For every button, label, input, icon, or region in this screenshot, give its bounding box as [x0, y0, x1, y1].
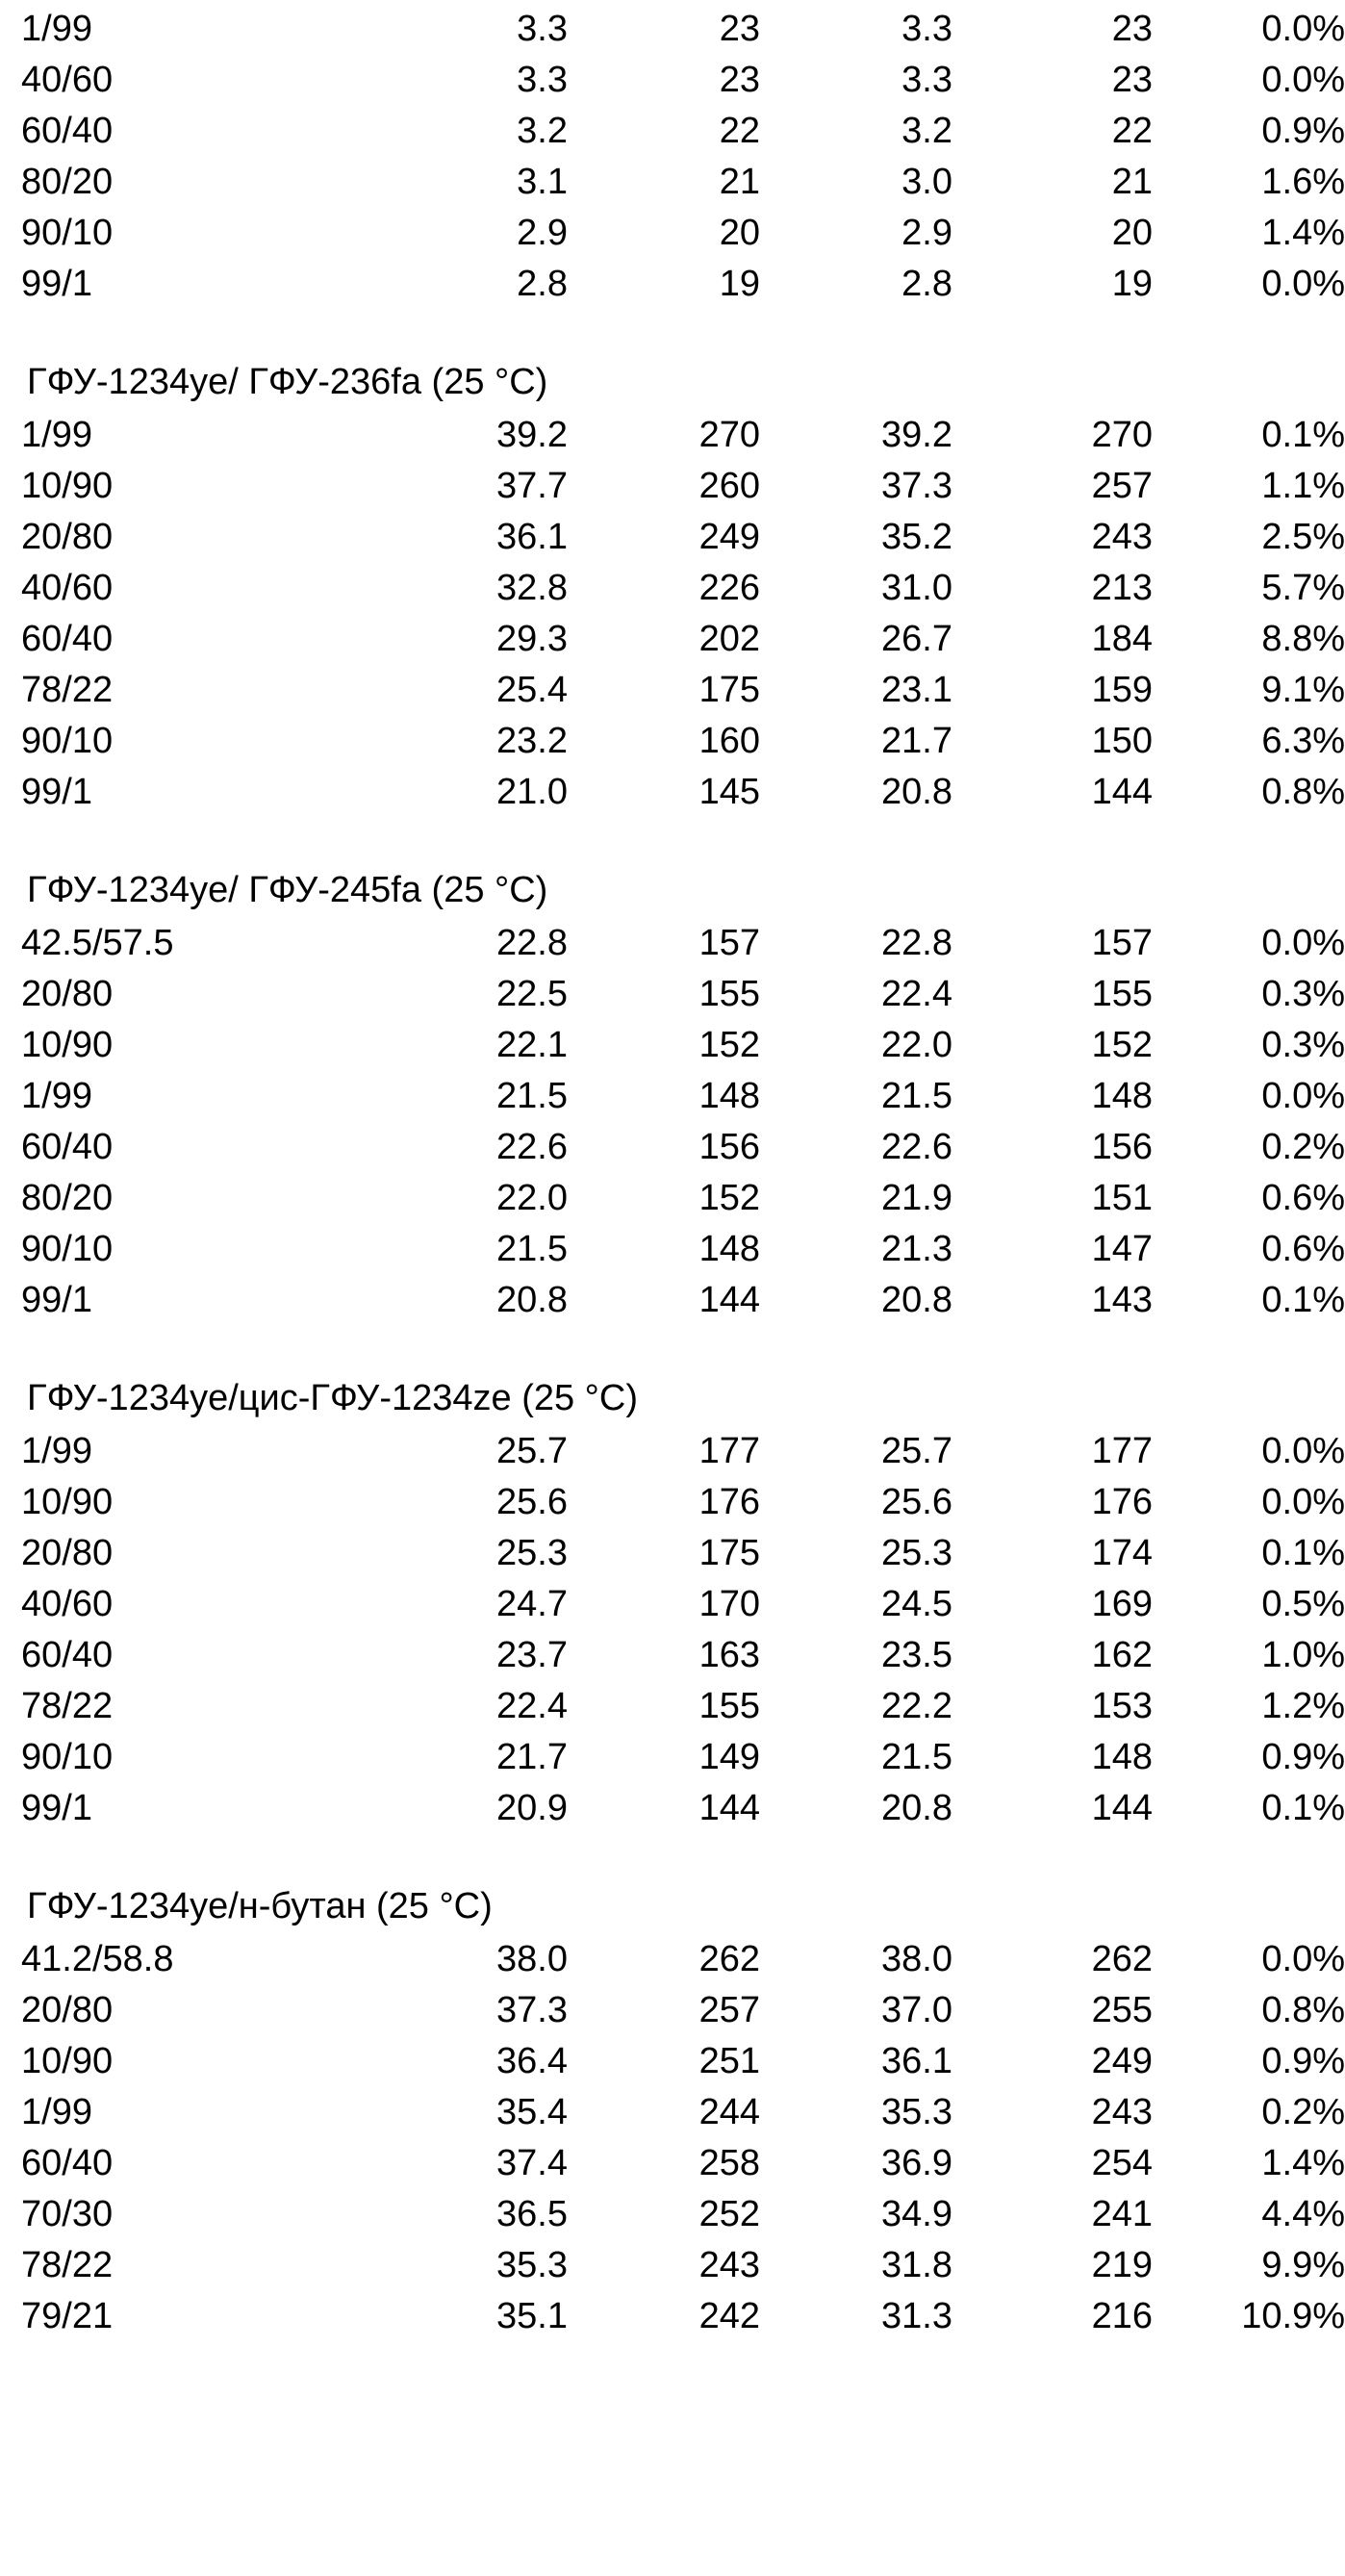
dew-pressure-psia: 36.9 [881, 2143, 952, 2183]
table-row [21, 2189, 1345, 2240]
block-heading-row [21, 862, 1345, 918]
dew-pressure-kpa: 23 [1111, 60, 1153, 100]
bubble-pressure-psia: 20.9 [496, 1788, 568, 1828]
glide-percent: 0.0% [1261, 1076, 1345, 1116]
bubble-pressure-kpa: 160 [698, 721, 760, 761]
table-row [21, 55, 1345, 106]
dew-pressure-psia: 37.0 [881, 1990, 952, 2030]
table-row [21, 1985, 1345, 2036]
bubble-pressure-psia: 20.8 [496, 1280, 568, 1320]
bubble-pressure-kpa: 249 [698, 517, 760, 557]
bubble-pressure-psia: 22.8 [496, 923, 568, 963]
bubble-pressure-psia: 39.2 [496, 415, 568, 455]
bubble-pressure-psia: 22.5 [496, 974, 568, 1014]
bubble-pressure-kpa: 244 [698, 2092, 760, 2132]
bubble-pressure-kpa: 157 [698, 923, 760, 963]
bubble-pressure-kpa: 23 [719, 60, 760, 100]
composition-ratio: 40/60 [21, 1584, 114, 1624]
glide-percent: 1.0% [1261, 1635, 1345, 1675]
table-row [21, 969, 1345, 1020]
table-row [21, 1732, 1345, 1783]
table-row [21, 4, 1345, 55]
dew-pressure-psia: 38.0 [881, 1939, 952, 1979]
glide-percent: 0.0% [1261, 264, 1345, 304]
bubble-pressure-kpa: 22 [719, 111, 760, 151]
spacer-cell [21, 310, 1345, 354]
block-spacer [21, 1326, 1345, 1370]
bubble-pressure-kpa: 251 [698, 2041, 760, 2081]
dew-pressure-kpa: 144 [1091, 772, 1153, 812]
bubble-pressure-psia: 22.1 [496, 1025, 568, 1065]
bubble-pressure-psia: 21.5 [496, 1229, 568, 1269]
composition-ratio: 42.5/57.5 [21, 923, 174, 963]
table-row [21, 1426, 1345, 1477]
table-row [21, 2138, 1345, 2189]
bubble-pressure-psia: 38.0 [496, 1939, 568, 1979]
table-row [21, 918, 1345, 969]
composition-ratio: 40/60 [21, 60, 114, 100]
bubble-pressure-kpa: 144 [698, 1280, 760, 1320]
glide-percent: 0.0% [1261, 9, 1345, 49]
table-row [21, 157, 1345, 208]
dew-pressure-kpa: 176 [1091, 1482, 1153, 1522]
dew-pressure-kpa: 150 [1091, 721, 1153, 761]
bubble-pressure-kpa: 144 [698, 1788, 760, 1828]
glide-percent: 5.7% [1261, 568, 1345, 608]
composition-ratio: 60/40 [21, 1635, 114, 1675]
bubble-pressure-psia: 23.2 [496, 721, 568, 761]
dew-pressure-psia: 3.2 [901, 111, 952, 151]
bubble-pressure-kpa: 270 [698, 415, 760, 455]
bubble-pressure-psia: 22.0 [496, 1178, 568, 1218]
glide-percent: 0.5% [1261, 1584, 1345, 1624]
block-heading: ГФУ-1234ye/ ГФУ-245fa (25 °C) [27, 870, 548, 910]
dew-pressure-kpa: 153 [1091, 1686, 1153, 1726]
bubble-pressure-kpa: 149 [698, 1737, 760, 1777]
composition-ratio: 80/20 [21, 1178, 114, 1218]
table-row [21, 461, 1345, 512]
dew-pressure-kpa: 169 [1091, 1584, 1153, 1624]
glide-percent: 0.0% [1261, 1431, 1345, 1471]
dew-pressure-psia: 22.8 [881, 923, 952, 963]
composition-ratio: 20/80 [21, 974, 114, 1014]
bubble-pressure-psia: 24.7 [496, 1584, 568, 1624]
composition-ratio: 78/22 [21, 2245, 114, 2285]
block-heading-row [21, 354, 1345, 410]
bubble-pressure-psia: 2.9 [517, 213, 568, 253]
composition-ratio: 1/99 [21, 1431, 92, 1471]
bubble-pressure-psia: 3.3 [517, 60, 568, 100]
block-heading: ГФУ-1234ye/ ГФУ-236fa (25 °C) [27, 362, 548, 402]
dew-pressure-kpa: 219 [1091, 2245, 1153, 2285]
glide-percent: 0.0% [1261, 1939, 1345, 1979]
dew-pressure-kpa: 156 [1091, 1127, 1153, 1167]
bubble-pressure-psia: 22.4 [496, 1686, 568, 1726]
glide-percent: 0.0% [1261, 1482, 1345, 1522]
bubble-pressure-kpa: 252 [698, 2194, 760, 2234]
dew-pressure-kpa: 152 [1091, 1025, 1153, 1065]
table-row [21, 106, 1345, 157]
dew-pressure-psia: 31.3 [881, 2296, 952, 2336]
composition-ratio: 60/40 [21, 2143, 114, 2183]
glide-percent: 0.2% [1261, 1127, 1345, 1167]
composition-ratio: 78/22 [21, 1686, 114, 1726]
dew-pressure-kpa: 243 [1091, 2092, 1153, 2132]
bubble-pressure-kpa: 152 [698, 1178, 760, 1218]
table-row [21, 410, 1345, 461]
glide-percent: 1.4% [1261, 213, 1345, 253]
composition-ratio: 1/99 [21, 1076, 92, 1116]
table-row [21, 1071, 1345, 1122]
dew-pressure-psia: 25.7 [881, 1431, 952, 1471]
table-row [21, 1579, 1345, 1630]
bubble-pressure-psia: 2.8 [517, 264, 568, 304]
table-row [21, 1275, 1345, 1326]
glide-percent: 0.9% [1261, 111, 1345, 151]
table-row [21, 2291, 1345, 2342]
bubble-pressure-kpa: 155 [698, 1686, 760, 1726]
bubble-pressure-kpa: 170 [698, 1584, 760, 1624]
glide-percent: 0.6% [1261, 1229, 1345, 1269]
dew-pressure-psia: 2.9 [901, 213, 952, 253]
dew-pressure-psia: 20.8 [881, 1280, 952, 1320]
bubble-pressure-psia: 25.4 [496, 670, 568, 710]
dew-pressure-kpa: 159 [1091, 670, 1153, 710]
dew-pressure-kpa: 243 [1091, 517, 1153, 557]
bubble-pressure-psia: 35.4 [496, 2092, 568, 2132]
table-row [21, 259, 1345, 310]
dew-pressure-psia: 22.4 [881, 974, 952, 1014]
bubble-pressure-kpa: 20 [719, 213, 760, 253]
composition-ratio: 20/80 [21, 1533, 114, 1573]
dew-pressure-kpa: 148 [1091, 1737, 1153, 1777]
bubble-pressure-psia: 37.7 [496, 466, 568, 506]
bubble-pressure-psia: 3.1 [517, 162, 568, 202]
dew-pressure-kpa: 184 [1091, 619, 1153, 659]
dew-pressure-psia: 22.0 [881, 1025, 952, 1065]
dew-pressure-kpa: 20 [1111, 213, 1153, 253]
dew-pressure-psia: 24.5 [881, 1584, 952, 1624]
table-row [21, 1122, 1345, 1173]
table-row [21, 563, 1345, 614]
glide-percent: 0.1% [1261, 1533, 1345, 1573]
dew-pressure-kpa: 262 [1091, 1939, 1153, 1979]
composition-ratio: 60/40 [21, 1127, 114, 1167]
bubble-pressure-psia: 3.3 [517, 9, 568, 49]
dew-pressure-kpa: 148 [1091, 1076, 1153, 1116]
bubble-pressure-kpa: 19 [719, 264, 760, 304]
dew-pressure-psia: 3.0 [901, 162, 952, 202]
glide-percent: 0.6% [1261, 1178, 1345, 1218]
spacer-cell [21, 1326, 1345, 1370]
table-row [21, 1783, 1345, 1834]
bubble-pressure-psia: 23.7 [496, 1635, 568, 1675]
table-row [21, 665, 1345, 716]
dew-pressure-kpa: 174 [1091, 1533, 1153, 1573]
dew-pressure-psia: 35.3 [881, 2092, 952, 2132]
composition-ratio: 60/40 [21, 619, 114, 659]
bubble-pressure-kpa: 176 [698, 1482, 760, 1522]
block-heading: ГФУ-1234ye/н-бутан (25 °C) [27, 1886, 493, 1926]
dew-pressure-psia: 31.8 [881, 2245, 952, 2285]
block-heading-row [21, 1878, 1345, 1934]
block-heading: ГФУ-1234ye/цис-ГФУ-1234ze (25 °C) [27, 1378, 638, 1418]
table-row [21, 716, 1345, 767]
dew-pressure-psia: 23.5 [881, 1635, 952, 1675]
glide-percent: 1.6% [1261, 162, 1345, 202]
composition-ratio: 99/1 [21, 1788, 92, 1828]
dew-pressure-psia: 21.5 [881, 1076, 952, 1116]
glide-percent: 1.1% [1261, 466, 1345, 506]
dew-pressure-psia: 37.3 [881, 466, 952, 506]
composition-ratio: 1/99 [21, 9, 92, 49]
spacer-cell [21, 818, 1345, 862]
dew-pressure-kpa: 144 [1091, 1788, 1153, 1828]
table-row [21, 1477, 1345, 1528]
dew-pressure-psia: 23.1 [881, 670, 952, 710]
bubble-pressure-kpa: 148 [698, 1229, 760, 1269]
block-spacer [21, 818, 1345, 862]
dew-pressure-kpa: 155 [1091, 974, 1153, 1014]
composition-ratio: 10/90 [21, 466, 114, 506]
glide-percent: 0.3% [1261, 1025, 1345, 1065]
dew-pressure-psia: 21.3 [881, 1229, 952, 1269]
dew-pressure-kpa: 157 [1091, 923, 1153, 963]
dew-pressure-psia: 25.3 [881, 1533, 952, 1573]
glide-percent: 0.2% [1261, 2092, 1345, 2132]
glide-percent: 4.4% [1261, 2194, 1345, 2234]
composition-ratio: 60/40 [21, 111, 114, 151]
composition-ratio: 80/20 [21, 162, 114, 202]
bubble-pressure-kpa: 257 [698, 1990, 760, 2030]
dew-pressure-psia: 20.8 [881, 1788, 952, 1828]
composition-ratio: 99/1 [21, 772, 92, 812]
composition-ratio: 90/10 [21, 1229, 114, 1269]
bubble-pressure-psia: 21.7 [496, 1737, 568, 1777]
composition-ratio: 99/1 [21, 1280, 92, 1320]
block-heading-row [21, 1370, 1345, 1426]
bubble-pressure-psia: 32.8 [496, 568, 568, 608]
dew-pressure-kpa: 270 [1091, 415, 1153, 455]
dew-pressure-psia: 22.2 [881, 1686, 952, 1726]
glide-percent: 9.9% [1261, 2245, 1345, 2285]
table-row [21, 1020, 1345, 1071]
dew-pressure-kpa: 143 [1091, 1280, 1153, 1320]
dew-pressure-kpa: 213 [1091, 568, 1153, 608]
dew-pressure-kpa: 241 [1091, 2194, 1153, 2234]
glide-percent: 8.8% [1261, 619, 1345, 659]
bubble-pressure-psia: 37.4 [496, 2143, 568, 2183]
dew-pressure-kpa: 255 [1091, 1990, 1153, 2030]
composition-ratio: 90/10 [21, 1737, 114, 1777]
table-row [21, 1630, 1345, 1681]
bubble-pressure-kpa: 226 [698, 568, 760, 608]
glide-percent: 0.0% [1261, 923, 1345, 963]
bubble-pressure-kpa: 175 [698, 670, 760, 710]
table-row [21, 512, 1345, 563]
dew-pressure-kpa: 19 [1111, 264, 1153, 304]
glide-percent: 0.1% [1261, 1280, 1345, 1320]
composition-ratio: 78/22 [21, 670, 114, 710]
composition-ratio: 20/80 [21, 517, 114, 557]
bubble-pressure-kpa: 148 [698, 1076, 760, 1116]
bubble-pressure-psia: 36.5 [496, 2194, 568, 2234]
bubble-pressure-kpa: 152 [698, 1025, 760, 1065]
bubble-pressure-kpa: 156 [698, 1127, 760, 1167]
table-row [21, 2240, 1345, 2291]
bubble-pressure-psia: 37.3 [496, 1990, 568, 2030]
bubble-pressure-psia: 25.6 [496, 1482, 568, 1522]
block-spacer [21, 1834, 1345, 1878]
bubble-pressure-kpa: 163 [698, 1635, 760, 1675]
bubble-pressure-psia: 22.6 [496, 1127, 568, 1167]
table-row [21, 2036, 1345, 2087]
composition-ratio: 99/1 [21, 264, 92, 304]
dew-pressure-psia: 26.7 [881, 619, 952, 659]
table-row [21, 767, 1345, 818]
dew-pressure-psia: 2.8 [901, 264, 952, 304]
bubble-pressure-kpa: 243 [698, 2245, 760, 2285]
composition-ratio: 10/90 [21, 1482, 114, 1522]
composition-ratio: 79/21 [21, 2296, 114, 2336]
bubble-pressure-psia: 3.2 [517, 111, 568, 151]
glide-percent: 1.4% [1261, 2143, 1345, 2183]
glide-percent: 6.3% [1261, 721, 1345, 761]
bubble-pressure-psia: 36.4 [496, 2041, 568, 2081]
table-row [21, 1934, 1345, 1985]
dew-pressure-kpa: 21 [1111, 162, 1153, 202]
bubble-pressure-kpa: 258 [698, 2143, 760, 2183]
dew-pressure-psia: 21.7 [881, 721, 952, 761]
composition-ratio: 1/99 [21, 2092, 92, 2132]
bubble-pressure-psia: 29.3 [496, 619, 568, 659]
table-body [21, 4, 1345, 2342]
dew-pressure-psia: 3.3 [901, 60, 952, 100]
glide-percent: 0.1% [1261, 415, 1345, 455]
glide-percent: 0.9% [1261, 1737, 1345, 1777]
bubble-pressure-kpa: 175 [698, 1533, 760, 1573]
dew-pressure-psia: 39.2 [881, 415, 952, 455]
glide-percent: 0.1% [1261, 1788, 1345, 1828]
block-spacer [21, 310, 1345, 354]
dew-pressure-kpa: 22 [1111, 111, 1153, 151]
glide-percent: 0.3% [1261, 974, 1345, 1014]
bubble-pressure-kpa: 177 [698, 1431, 760, 1471]
bubble-pressure-kpa: 21 [719, 162, 760, 202]
table-row [21, 208, 1345, 259]
bubble-pressure-kpa: 260 [698, 466, 760, 506]
composition-ratio: 90/10 [21, 721, 114, 761]
composition-ratio: 90/10 [21, 213, 114, 253]
dew-pressure-psia: 36.1 [881, 2041, 952, 2081]
glide-percent: 1.2% [1261, 1686, 1345, 1726]
dew-pressure-psia: 22.6 [881, 1127, 952, 1167]
dew-pressure-kpa: 162 [1091, 1635, 1153, 1675]
composition-ratio: 70/30 [21, 2194, 114, 2234]
bubble-pressure-psia: 36.1 [496, 517, 568, 557]
dew-pressure-kpa: 151 [1091, 1178, 1153, 1218]
dew-pressure-psia: 25.6 [881, 1482, 952, 1522]
bubble-pressure-kpa: 145 [698, 772, 760, 812]
bubble-pressure-kpa: 262 [698, 1939, 760, 1979]
glide-percent: 0.0% [1261, 60, 1345, 100]
dew-pressure-kpa: 257 [1091, 466, 1153, 506]
composition-ratio: 20/80 [21, 1990, 114, 2030]
bubble-pressure-kpa: 155 [698, 974, 760, 1014]
bubble-pressure-psia: 25.7 [496, 1431, 568, 1471]
dew-pressure-psia: 21.5 [881, 1737, 952, 1777]
bubble-pressure-kpa: 242 [698, 2296, 760, 2336]
dew-pressure-psia: 21.9 [881, 1178, 952, 1218]
glide-percent: 0.9% [1261, 2041, 1345, 2081]
composition-ratio: 40/60 [21, 568, 114, 608]
composition-data-table [21, 4, 1345, 2342]
table-row [21, 614, 1345, 665]
glide-percent: 10.9% [1241, 2296, 1345, 2336]
dew-pressure-kpa: 254 [1091, 2143, 1153, 2183]
bubble-pressure-psia: 25.3 [496, 1533, 568, 1573]
dew-pressure-psia: 3.3 [901, 9, 952, 49]
composition-ratio: 10/90 [21, 1025, 114, 1065]
dew-pressure-psia: 35.2 [881, 517, 952, 557]
bubble-pressure-psia: 21.5 [496, 1076, 568, 1116]
dew-pressure-psia: 31.0 [881, 568, 952, 608]
composition-ratio: 10/90 [21, 2041, 114, 2081]
table-row [21, 2087, 1345, 2138]
bubble-pressure-psia: 35.3 [496, 2245, 568, 2285]
dew-pressure-psia: 20.8 [881, 772, 952, 812]
dew-pressure-kpa: 23 [1111, 9, 1153, 49]
table-row [21, 1224, 1345, 1275]
bubble-pressure-kpa: 202 [698, 619, 760, 659]
bubble-pressure-kpa: 23 [719, 9, 760, 49]
dew-pressure-kpa: 249 [1091, 2041, 1153, 2081]
composition-ratio: 41.2/58.8 [21, 1939, 174, 1979]
spacer-cell [21, 1834, 1345, 1878]
glide-percent: 0.8% [1261, 772, 1345, 812]
bubble-pressure-psia: 35.1 [496, 2296, 568, 2336]
table-row [21, 1173, 1345, 1224]
table-row [21, 1681, 1345, 1732]
dew-pressure-kpa: 216 [1091, 2296, 1153, 2336]
table-row [21, 1528, 1345, 1579]
glide-percent: 2.5% [1261, 517, 1345, 557]
dew-pressure-kpa: 177 [1091, 1431, 1153, 1471]
glide-percent: 9.1% [1261, 670, 1345, 710]
dew-pressure-kpa: 147 [1091, 1229, 1153, 1269]
glide-percent: 0.8% [1261, 1990, 1345, 2030]
dew-pressure-psia: 34.9 [881, 2194, 952, 2234]
composition-ratio: 1/99 [21, 415, 92, 455]
bubble-pressure-psia: 21.0 [496, 772, 568, 812]
